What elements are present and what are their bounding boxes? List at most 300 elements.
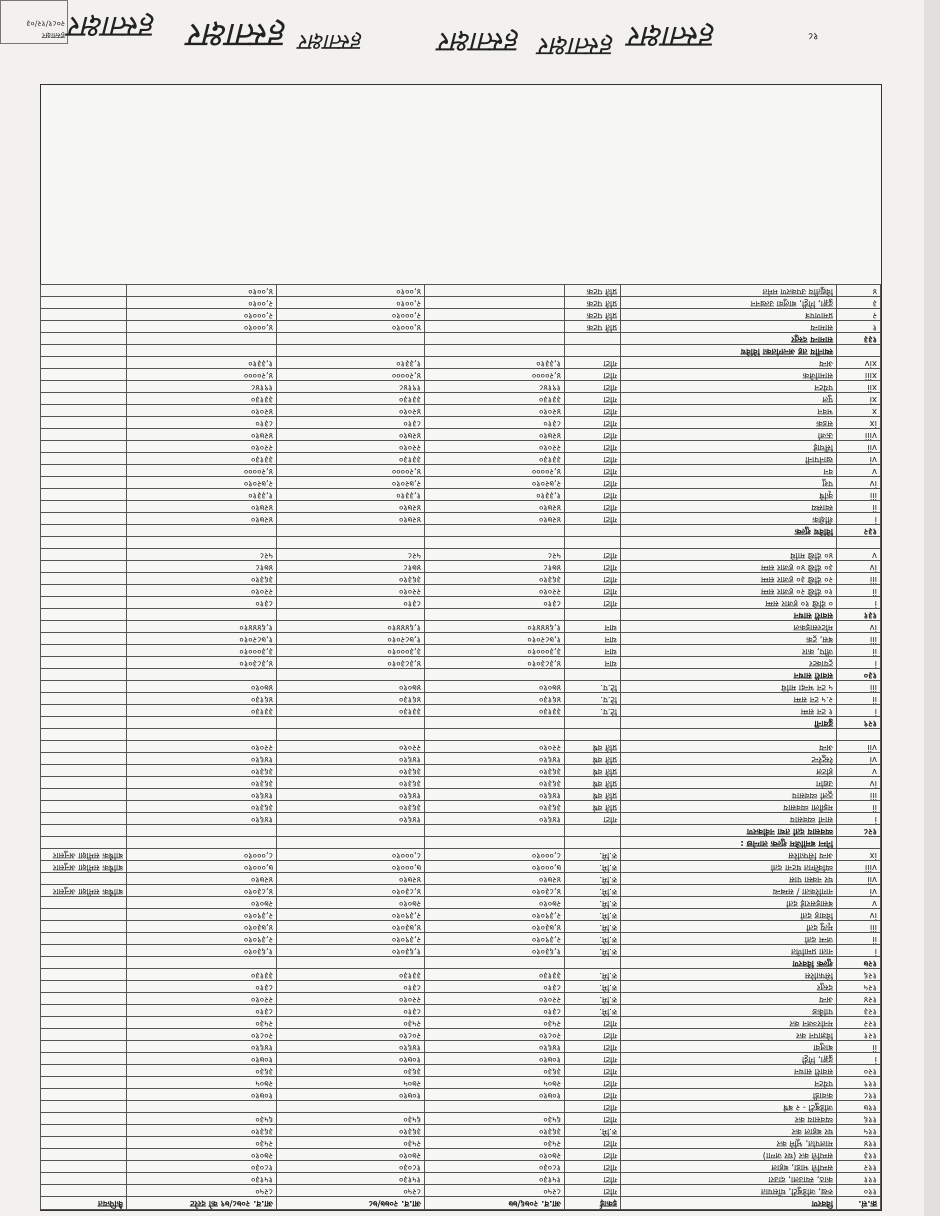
cell-unit xyxy=(565,537,621,549)
cell-remarks xyxy=(41,393,127,405)
cell-description: पुल xyxy=(621,393,837,405)
cell-year-3: १४६१० xyxy=(127,753,277,765)
cell-remarks xyxy=(41,1113,127,1125)
cell-serial: १२४ xyxy=(837,993,881,1005)
cell-unit: रु.मि. xyxy=(565,945,621,957)
cell-year-3: १४६१० xyxy=(127,1041,277,1053)
cell-year-3: २०८१० xyxy=(127,1029,277,1041)
cell-remarks xyxy=(41,705,127,717)
cell-remarks xyxy=(41,753,127,765)
cell-year-2: २२०१० xyxy=(277,741,425,753)
cell-unit: प्रति वर्ष xyxy=(565,801,621,813)
cell-year-3: ३६३० xyxy=(127,1065,277,1077)
cell-description: मझौला व्यवसाय xyxy=(621,801,837,813)
cell-description: प्रमाणपत्र xyxy=(621,309,837,321)
cell-year-2: ८३१० xyxy=(277,981,425,993)
cell-year-3 xyxy=(127,333,277,345)
cell-serial: iv xyxy=(837,561,881,573)
cell-year-2: २७०१० xyxy=(277,1149,425,1161)
signature-5: हस्ताक्षर xyxy=(540,31,615,61)
cell-year-3: ३,३०००१० xyxy=(127,645,277,657)
cell-year-3: १९१४८ xyxy=(127,381,277,393)
cell-year-3: ४७०१० xyxy=(127,681,277,693)
cell-serial: ii xyxy=(837,801,881,813)
cell-year-3: ४७१८ xyxy=(127,561,277,573)
cell-year-1 xyxy=(425,525,565,537)
cell-year-2: २,०००१० xyxy=(277,309,425,321)
cell-year-1: ३३१३० xyxy=(425,453,565,465)
cell-year-3: २२०१० xyxy=(127,585,277,597)
cell-description: ऊर्जा xyxy=(621,429,837,441)
cell-year-3: ३६३१० xyxy=(127,777,277,789)
cell-description: सामान्य दस्तुर xyxy=(621,333,837,345)
cell-year-2: ८३१० xyxy=(277,597,425,609)
cell-unit: गोटा xyxy=(565,549,621,561)
cell-year-2: ८२५० xyxy=(277,1185,425,1197)
cell-year-2: २२०१० xyxy=(277,585,425,597)
cell-year-3 xyxy=(127,345,277,357)
cell-remarks xyxy=(41,405,127,417)
cell-year-3 xyxy=(127,1101,277,1113)
cell-year-3: २,३९०१० xyxy=(127,909,277,921)
cell-serial: iii xyxy=(837,573,881,585)
cell-year-3: ८३१० xyxy=(127,981,277,993)
cell-year-3 xyxy=(127,609,277,621)
cell-remarks xyxy=(41,957,127,969)
cell-serial: iii xyxy=(837,633,881,645)
table-row xyxy=(41,777,881,789)
cell-year-1 xyxy=(425,957,565,969)
cell-unit: गोटा xyxy=(565,441,621,453)
cell-remarks xyxy=(41,741,127,753)
cell-description: मनोरञ्जन कर xyxy=(621,1017,837,1029)
cell-description: मोटरसाइकल xyxy=(621,621,837,633)
table-row xyxy=(41,1089,881,1101)
cell-year-2: ३६३१० xyxy=(277,777,425,789)
cell-serial: xii xyxy=(837,381,881,393)
cell-year-3: २५३० xyxy=(127,1137,277,1149)
table-row xyxy=(41,1173,881,1185)
cell-serial xyxy=(837,837,881,849)
header-description: विवरण xyxy=(621,1197,837,1210)
cell-unit: प्रति पटक xyxy=(565,321,621,333)
cell-remarks xyxy=(41,1125,127,1137)
table-row xyxy=(41,1149,881,1161)
cell-year-2: ४,२०००० xyxy=(277,465,425,477)
table-row xyxy=(41,717,881,729)
cell-year-1: २,३९०१० xyxy=(425,933,565,945)
cell-year-3: १४६१० xyxy=(127,789,277,801)
cell-unit: रु.मि. xyxy=(565,921,621,933)
cell-description: घर नक्सा पास xyxy=(621,873,837,885)
cell-description: ढुङ्गा, गिट्टी xyxy=(621,1053,837,1065)
cell-remarks xyxy=(41,993,127,1005)
cell-serial: i xyxy=(837,813,881,825)
cell-description: विविध शुल्क xyxy=(621,525,837,537)
cell-unit xyxy=(565,825,621,837)
cell-year-3: ४६१३० xyxy=(127,693,277,705)
cell-year-1 xyxy=(425,333,565,345)
cell-description: विवाह दर्ता xyxy=(621,909,837,921)
cell-serial: v xyxy=(837,897,881,909)
cell-year-1 xyxy=(425,717,565,729)
cell-remarks xyxy=(41,585,127,597)
cell-year-3 xyxy=(127,537,277,549)
cell-year-1: ४२०१० xyxy=(425,405,565,417)
cell-year-2: २२०१० xyxy=(277,441,425,453)
cell-description: व्यक्तिगत घटना दर्ता xyxy=(621,861,837,873)
cell-unit: रु.मि. xyxy=(565,1125,621,1137)
table-row xyxy=(41,573,881,585)
table-row xyxy=(41,489,881,501)
cell-year-2: ४७०१० xyxy=(277,681,425,693)
cell-year-2: ७,०००१० xyxy=(277,861,425,873)
cell-year-1: १,३३१० xyxy=(425,489,565,501)
table-row xyxy=(41,609,881,621)
cell-remarks xyxy=(41,1065,127,1077)
cell-description: होटल xyxy=(621,765,837,777)
cell-serial: ii xyxy=(837,693,881,705)
cell-year-1: ३३१३० xyxy=(425,705,565,717)
cell-year-2: १८०३० xyxy=(277,1161,425,1173)
cell-description: सवारी साधन xyxy=(621,1065,837,1077)
cell-description: शुल्क विवरण xyxy=(621,957,837,969)
cell-serial: iii xyxy=(837,489,881,501)
cell-year-2: ३३१३० xyxy=(277,705,425,717)
cell-year-3: १,६३०१० xyxy=(127,945,277,957)
cell-description: जन्म दर्ता xyxy=(621,933,837,945)
cell-remarks xyxy=(41,417,127,429)
cell-serial: x xyxy=(837,405,881,417)
cell-description: दस्तुर xyxy=(621,981,837,993)
cell-unit: रु.मि. xyxy=(565,873,621,885)
cell-unit: गोटा xyxy=(565,1137,621,1149)
table-row xyxy=(41,321,881,333)
cell-unit: गोटा xyxy=(565,1185,621,1197)
cell-serial: ii xyxy=(837,501,881,513)
cell-unit: प्रति वर्ष xyxy=(565,789,621,801)
cell-description: सिफारिस xyxy=(621,969,837,981)
cell-description xyxy=(621,537,837,549)
cell-description: भवन xyxy=(621,405,837,417)
cell-year-1: ४७०१० xyxy=(425,681,565,693)
cell-serial: १२३ xyxy=(837,1005,881,1017)
cell-year-2: ३३१३० xyxy=(277,453,425,465)
cell-year-1: २२०१० xyxy=(425,993,565,1005)
cell-year-1 xyxy=(425,1101,565,1113)
cell-year-2: ३६३१० xyxy=(277,573,425,585)
cell-serial: ३ xyxy=(837,297,881,309)
cell-remarks xyxy=(41,441,127,453)
cell-year-1: ३६३१० xyxy=(425,801,565,813)
cell-description: शैक्षिक xyxy=(621,513,837,525)
cell-year-3: ८३१० xyxy=(127,597,277,609)
cell-year-2: ४,७३०१० xyxy=(277,921,425,933)
cell-description: अन्य xyxy=(621,993,837,1005)
table-row xyxy=(41,369,881,381)
cell-year-3: २२०१० xyxy=(127,993,277,1005)
cell-unit: गोटा xyxy=(565,1089,621,1101)
cell-year-3: ८३१० xyxy=(127,1005,277,1017)
cell-unit: गोटा xyxy=(565,381,621,393)
table-row xyxy=(41,477,881,489)
cell-unit: प्रति पटक xyxy=(565,297,621,309)
cell-year-3: २,००१० xyxy=(127,297,277,309)
table-body xyxy=(41,285,881,1197)
cell-remarks xyxy=(41,1041,127,1053)
cell-year-2: २०८१० xyxy=(277,1029,425,1041)
table-row xyxy=(41,525,881,537)
table-row xyxy=(41,333,881,345)
cell-year-1: १५१३० xyxy=(425,1173,565,1185)
cell-year-1: ४७१८ xyxy=(425,561,565,573)
cell-remarks xyxy=(41,813,127,825)
cell-description: नाता प्रमाणित xyxy=(621,945,837,957)
cell-year-1: ४,७३०१० xyxy=(425,921,565,933)
table-row xyxy=(41,705,881,717)
cell-unit: प्रति वर्ष xyxy=(565,741,621,753)
cell-year-3: ४२७१० xyxy=(127,501,277,513)
cell-year-2 xyxy=(277,729,425,741)
cell-year-3: १८०३० xyxy=(127,1161,277,1173)
cell-serial: ११० xyxy=(837,1185,881,1197)
cell-year-1: ८३१० xyxy=(425,981,565,993)
table-row xyxy=(41,549,881,561)
cell-year-2: २७०५ xyxy=(277,1077,425,1089)
cell-year-3: ४,८३०१० xyxy=(127,885,277,897)
cell-description: कृषि xyxy=(621,489,837,501)
cell-unit: गोटा xyxy=(565,813,621,825)
cell-remarks xyxy=(41,801,127,813)
cell-year-1: ४,२०००० xyxy=(425,369,565,381)
cell-unit: थान xyxy=(565,645,621,657)
cell-year-3 xyxy=(127,525,277,537)
cell-serial: iv xyxy=(837,621,881,633)
cell-year-3: २५३० xyxy=(127,1017,277,1029)
cell-year-3: ४२०१० xyxy=(127,405,277,417)
table-row xyxy=(41,1185,881,1197)
cell-serial: xiii xyxy=(837,369,881,381)
cell-description: सवारी साधन xyxy=(621,609,837,621)
cell-description: सामाजिक xyxy=(621,369,837,381)
cell-unit: गोटा xyxy=(565,1065,621,1077)
cell-year-1 xyxy=(425,837,565,849)
cell-year-3: ८३१० xyxy=(127,417,277,429)
cell-year-2: ४२०१० xyxy=(277,405,425,417)
table-row xyxy=(41,801,881,813)
cell-year-1: १४६१० xyxy=(425,813,565,825)
cell-description: सामान्य xyxy=(621,321,837,333)
cell-description: सानो व्यवसाय xyxy=(621,813,837,825)
table-header-row xyxy=(41,1197,881,1210)
cell-year-1: १४६१० xyxy=(425,789,565,801)
cell-serial: १११ xyxy=(837,1173,881,1185)
cell-remarks xyxy=(41,537,127,549)
cell-year-1: २२०१० xyxy=(425,585,565,597)
cell-year-1: १४६१० xyxy=(425,1041,565,1053)
cell-serial: vi xyxy=(837,453,881,465)
cell-remarks xyxy=(41,357,127,369)
cell-year-3: ४,३८३०१० xyxy=(127,657,277,669)
table-row xyxy=(41,465,881,477)
cell-year-1: ४६१३० xyxy=(425,693,565,705)
cell-serial: vi xyxy=(837,753,881,765)
cell-remarks xyxy=(41,1077,127,1089)
header-year-1: आ.व. २०७६/७७ xyxy=(425,1197,565,1210)
cell-year-2: ४६१३० xyxy=(277,693,425,705)
cell-remarks xyxy=(41,1005,127,1017)
cell-unit: गोटा xyxy=(565,453,621,465)
cell-serial xyxy=(837,537,881,549)
cell-remarks xyxy=(41,1017,127,1029)
cell-remarks xyxy=(41,1173,127,1185)
cell-remarks xyxy=(41,381,127,393)
cell-description: स्थानीय तह अन्तर्गतका विविध xyxy=(621,345,837,357)
cell-year-2 xyxy=(277,837,425,849)
cell-year-2 xyxy=(277,537,425,549)
cell-unit: गोटा xyxy=(565,561,621,573)
cell-year-2: ३३१३० xyxy=(277,393,425,405)
cell-remarks xyxy=(41,921,127,933)
cell-unit xyxy=(565,837,621,849)
cell-description: १० देखि २० हजार सम्म xyxy=(621,585,837,597)
cell-description: वन xyxy=(621,465,837,477)
cell-description: विद्युतीय उपकरण मर्मत xyxy=(621,285,837,297)
cell-description: निम्न बमोजिम शुल्क लाग्नेछ : xyxy=(621,837,837,849)
table-row xyxy=(41,1041,881,1053)
cell-serial: i xyxy=(837,597,881,609)
cell-year-1: ८२५० xyxy=(425,1185,565,1197)
cell-year-1 xyxy=(425,729,565,741)
cell-remarks xyxy=(41,1161,127,1173)
cell-year-3: ३६३१० xyxy=(127,1125,277,1137)
cell-serial: i xyxy=(837,657,881,669)
cell-year-1: २७०५ xyxy=(425,1077,565,1089)
table-row xyxy=(41,345,881,357)
cell-description: अन्य सिफारिस xyxy=(621,849,837,861)
header-year-2: आ.व. २०७७/७८ xyxy=(277,1197,425,1210)
cell-year-2 xyxy=(277,717,425,729)
cell-year-2: ३६३१० xyxy=(277,765,425,777)
cell-description: अन्य xyxy=(621,741,837,753)
cell-year-2 xyxy=(277,957,425,969)
cell-description: सिँचाई xyxy=(621,441,837,453)
cell-description: व्यवसाय कर xyxy=(621,1113,837,1125)
cell-remarks xyxy=(41,525,127,537)
cell-year-1: १९१४८ xyxy=(425,381,565,393)
cell-serial: २ xyxy=(837,309,881,321)
cell-unit xyxy=(565,525,621,537)
table-row xyxy=(41,837,881,849)
cell-remarks xyxy=(41,321,127,333)
cell-description: रेस्टुरेन्ट xyxy=(621,753,837,765)
cell-year-3: ८२५० xyxy=(127,1185,277,1197)
cell-unit: रु.मि. xyxy=(565,993,621,1005)
cell-remarks xyxy=(41,489,127,501)
cell-remarks xyxy=(41,501,127,513)
cell-unit: गोटा xyxy=(565,585,621,597)
table-row xyxy=(41,513,881,525)
cell-description: पार्किङ xyxy=(621,1005,837,1017)
cell-year-1: २,७२०१० xyxy=(425,477,565,489)
cell-year-2: ८३१० xyxy=(277,1005,425,1017)
cell-year-2: २,००१० xyxy=(277,297,425,309)
signature-1: हस्ताक्षर xyxy=(70,9,157,44)
cell-serial: vii xyxy=(837,741,881,753)
cell-serial: १२५ xyxy=(837,981,881,993)
cell-serial: i xyxy=(837,1053,881,1065)
cell-remarks xyxy=(41,669,127,681)
cell-unit: गोटा xyxy=(565,1053,621,1065)
cell-serial: ११८ xyxy=(837,1089,881,1101)
cell-serial xyxy=(837,729,881,741)
cell-year-3: १,३३१० xyxy=(127,357,277,369)
cell-remarks xyxy=(41,765,127,777)
cell-year-3 xyxy=(127,729,277,741)
cell-serial: ११७ xyxy=(837,1101,881,1113)
cell-year-1: २७०१० xyxy=(425,1149,565,1161)
cell-year-2: १,६३०१० xyxy=(277,945,425,957)
table-row xyxy=(41,501,881,513)
cell-remarks xyxy=(41,297,127,309)
cell-serial: i xyxy=(837,945,881,957)
cell-year-2: १९१४८ xyxy=(277,381,425,393)
cell-serial: xi xyxy=(837,393,881,405)
cell-year-3: १४६१० xyxy=(127,813,277,825)
cell-remarks: बार्षिक समीक्षा अनुसार xyxy=(41,861,127,873)
table-row xyxy=(41,669,881,681)
cell-description: अन्य xyxy=(621,357,837,369)
table-row xyxy=(41,429,881,441)
cell-year-2: १,३३१० xyxy=(277,489,425,501)
table-row xyxy=(41,1137,881,1149)
cell-year-1: २२०१० xyxy=(425,441,565,453)
cell-remarks xyxy=(41,477,127,489)
table-row xyxy=(41,1101,881,1113)
cell-serial: ११५ xyxy=(837,1125,881,1137)
cell-year-3: ५२८ xyxy=(127,549,277,561)
cell-year-1: ८३१० xyxy=(425,597,565,609)
cell-year-2: ४२७१० xyxy=(277,873,425,885)
cell-remarks xyxy=(41,1149,127,1161)
table-row xyxy=(41,621,881,633)
cell-unit: रु.मि. xyxy=(565,969,621,981)
cell-unit: गोटा xyxy=(565,1017,621,1029)
cell-year-1: ८३१० xyxy=(425,417,565,429)
cell-remarks xyxy=(41,873,127,885)
cell-remarks xyxy=(41,561,127,573)
cell-remarks xyxy=(41,981,127,993)
cell-remarks xyxy=(41,345,127,357)
cell-remarks xyxy=(41,549,127,561)
cell-serial: v xyxy=(837,465,881,477)
header-remarks: कैफियत xyxy=(41,1197,127,1210)
cell-year-2: २,३९०१० xyxy=(277,933,425,945)
cell-year-1: १,७८२०१० xyxy=(425,633,565,645)
cell-description: काठ, स्याउला, दाउरा xyxy=(621,1173,837,1185)
cell-year-1: ३,३०००१० xyxy=(425,645,565,657)
cell-year-3 xyxy=(127,717,277,729)
cell-remarks xyxy=(41,1137,127,1149)
cell-year-3 xyxy=(127,825,277,837)
cell-unit: प्रति वर्ष xyxy=(565,765,621,777)
cell-remarks xyxy=(41,633,127,645)
table-row xyxy=(41,765,881,777)
cell-year-1 xyxy=(425,309,565,321)
cell-year-2: २,३९०१० xyxy=(277,909,425,921)
table-row xyxy=(41,873,881,885)
cell-unit: गोटा xyxy=(565,1173,621,1185)
